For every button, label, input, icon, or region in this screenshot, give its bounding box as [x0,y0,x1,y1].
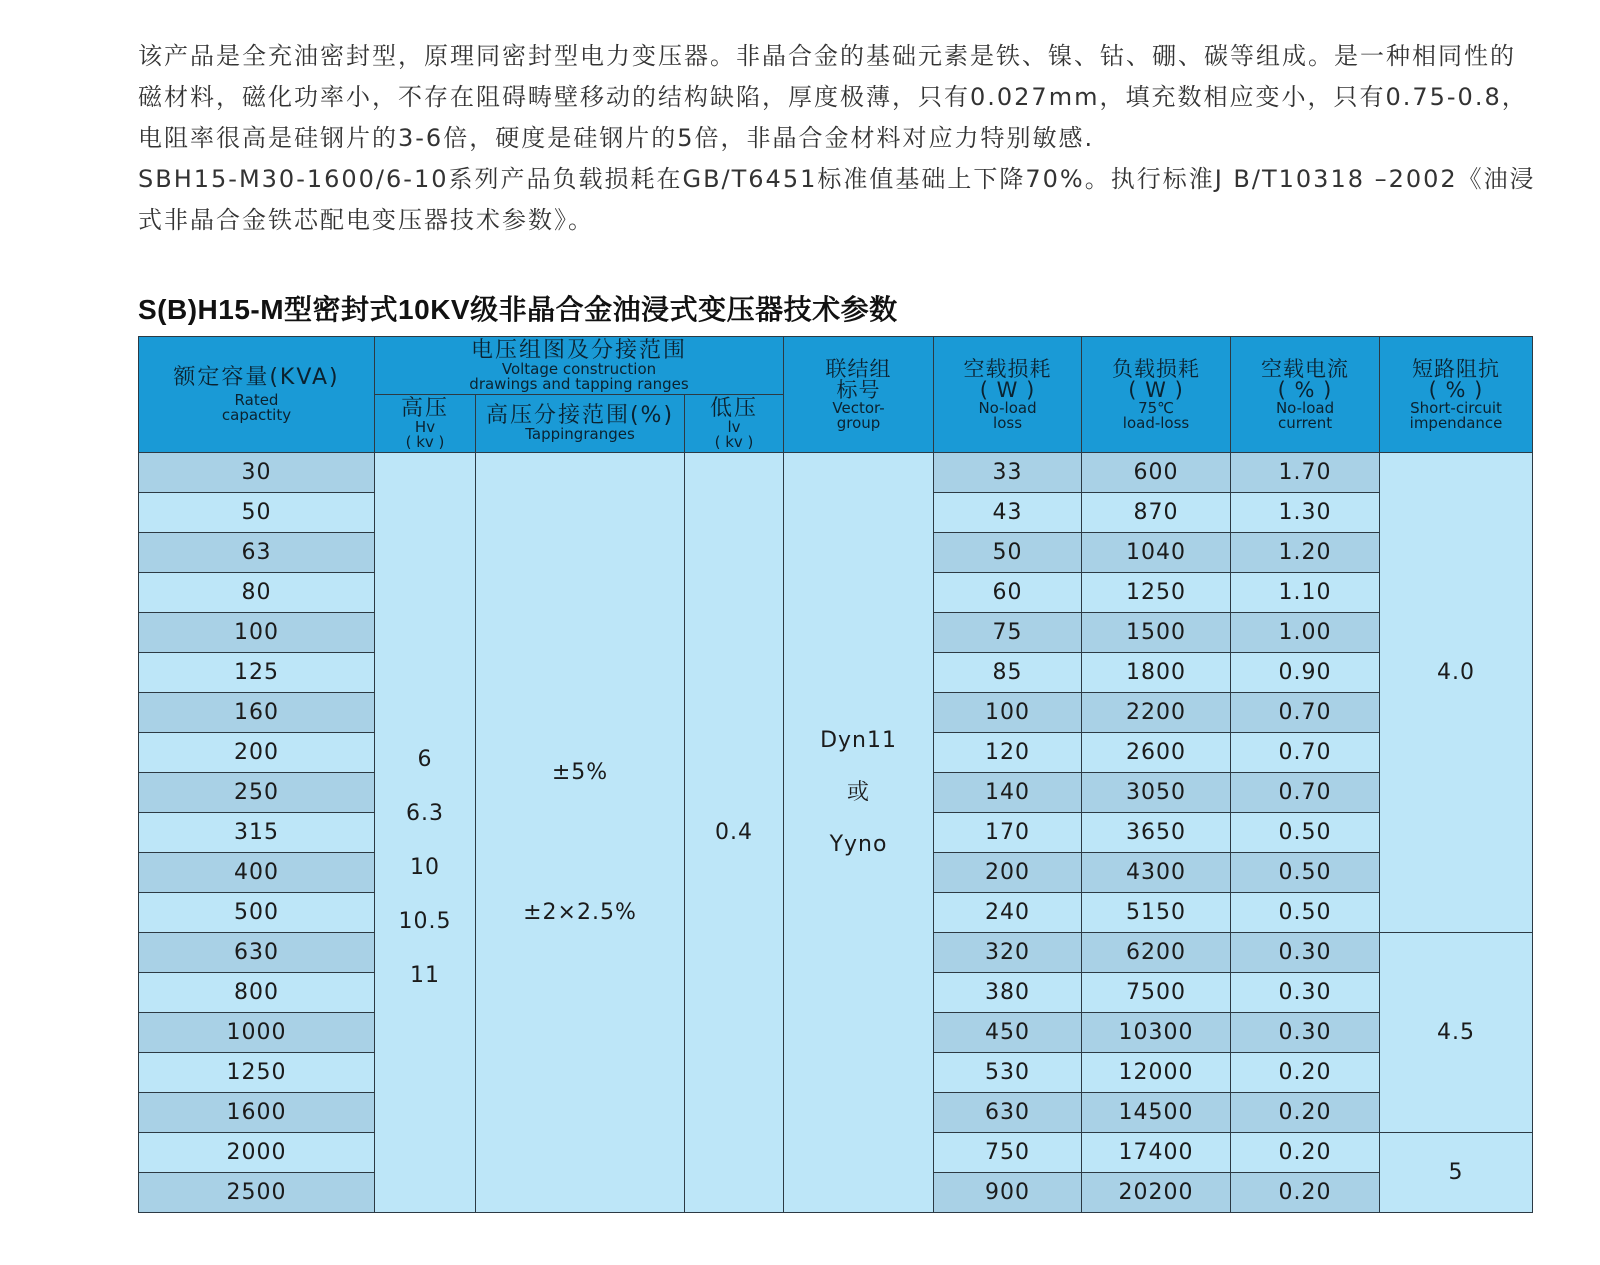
cell-no-load-loss: 380 [934,973,1082,1013]
header-tapping [476,395,685,453]
cell-load-loss: 6200 [1082,933,1231,973]
table-title: S(B)H15-M型密封式10KV级非晶合金油浸式变压器技术参数 [138,294,898,325]
header-nc-zh: 空载电流 [1261,356,1350,381]
table-body [139,453,1533,1213]
header-capacity-zh: 额定容量(KVA) [173,364,340,390]
header-ll-en: load-loss [1122,413,1190,432]
cell-capacity: 2500 [139,1173,375,1213]
cell-no-load-current: 1.20 [1231,533,1380,573]
cell-tapping [476,453,685,1213]
header-lv-unit: ( kv ) [714,432,754,451]
cell-capacity: 800 [139,973,375,1013]
header-sc-zh: 短路阻抗 [1412,356,1501,381]
header-ll-temp: 75℃ [1138,398,1174,417]
header-short-circuit [1380,337,1533,453]
header-lv [685,395,784,453]
cell-no-load-current: 0.70 [1231,733,1380,773]
cell-no-load-loss: 100 [934,693,1082,733]
cell-capacity: 100 [139,613,375,653]
header-voltage [375,337,784,395]
cell-no-load-current: 0.30 [1231,973,1380,1013]
header-ll-unit: ( W ) [1128,377,1184,402]
cell-no-load-current: 0.30 [1231,1013,1380,1053]
cell-no-load-current: 1.00 [1231,613,1380,653]
header-vg-zh2: 标号 [836,377,881,402]
header-nl-en2: loss [993,413,1023,432]
tap-range-1: ±5% [551,759,609,785]
header-capacity-en: Rated capactity [221,390,292,424]
cell-load-loss: 5150 [1082,893,1231,933]
table-row [139,453,1533,493]
cell-no-load-current: 1.10 [1231,573,1380,613]
cell-load-loss: 2200 [1082,693,1231,733]
vector-group-vg2: 或 [847,779,871,805]
header-no-load-loss [934,337,1082,453]
header-nl-zh: 空载损耗 [963,356,1052,381]
spec-table [138,336,1533,1213]
header-tap-en: Tappingranges [525,425,635,443]
cell-capacity: 1600 [139,1093,375,1133]
header-nc-en2: current [1277,413,1333,432]
cell-no-load-loss: 750 [934,1133,1082,1173]
cell-load-loss: 3650 [1082,813,1231,853]
cell-hv-values [375,453,476,1213]
header-ll-zh: 负载损耗 [1112,356,1201,381]
cell-no-load-current: 0.20 [1231,1133,1380,1173]
cell-no-load-current: 0.70 [1231,693,1380,733]
hv-value: 10.5 [398,908,452,934]
cell-no-load-current: 0.90 [1231,653,1380,693]
header-hv-zh: 高压 [400,395,449,421]
hv-value: 11 [410,962,440,988]
cell-no-load-loss: 200 [934,853,1082,893]
intro-paragraph-1: 该产品是全充油密封型，原理同密封型电力变压器。非晶合金的基础元素是铁、镍、钴、硼、碳等组成。是一种相同性的磁材料，磁化功率小，不存在阻碍畴壁移动的结构缺陷，厚度极薄，只有0.027mm，填充数相应变小，只有0.75-0.8，电阻率很高是硅钢片的3-6倍，硬度是硅钢片的5倍，非晶合金材料对应力特别敏感. [138,42,1528,152]
cell-capacity: 630 [139,933,375,973]
header-vector-group [784,337,934,453]
cell-vector-group [784,453,934,1213]
cell-no-load-current: 0.20 [1231,1093,1380,1133]
cell-capacity: 30 [139,453,375,493]
cell-load-loss: 20200 [1082,1173,1231,1213]
cell-lv: 0.4 [685,453,784,1213]
cell-short-circuit: 5 [1380,1133,1533,1213]
cell-load-loss: 2600 [1082,733,1231,773]
cell-load-loss: 14500 [1082,1093,1231,1133]
cell-capacity: 200 [139,733,375,773]
hv-value: 6 [417,746,433,772]
header-capacity [139,337,375,453]
header-vg-en1: Vector- [832,398,885,417]
header-voltage-en2: drawings and tapping ranges [469,374,689,393]
cell-no-load-loss: 240 [934,893,1082,933]
cell-load-loss: 1500 [1082,613,1231,653]
cell-no-load-current: 0.20 [1231,1053,1380,1093]
cell-no-load-current: 0.70 [1231,773,1380,813]
header-nc-unit: ( % ) [1277,377,1333,402]
cell-load-loss: 10300 [1082,1013,1231,1053]
cell-no-load-loss: 85 [934,653,1082,693]
header-vg-zh1: 联结组 [825,356,892,381]
cell-short-circuit: 4.5 [1380,933,1533,1133]
cell-capacity: 160 [139,693,375,733]
cell-load-loss: 7500 [1082,973,1231,1013]
header-sc-en2: impendance [1409,413,1503,432]
tap-range-2: ±2×2.5% [523,899,637,925]
header-nl-en1: No-load [978,398,1037,417]
cell-no-load-loss: 320 [934,933,1082,973]
cell-no-load-current: 1.70 [1231,453,1380,493]
header-hv-unit: ( kv ) [405,432,445,451]
cell-capacity: 1250 [139,1053,375,1093]
cell-capacity: 50 [139,493,375,533]
cell-no-load-current: 0.50 [1231,853,1380,893]
cell-no-load-loss: 630 [934,1093,1082,1133]
cell-no-load-loss: 450 [934,1013,1082,1053]
cell-no-load-current: 0.20 [1231,1173,1380,1213]
cell-no-load-current: 0.50 [1231,893,1380,933]
cell-capacity: 63 [139,533,375,573]
header-lv-zh: 低压 [710,395,759,421]
header-voltage-en1: Voltage construction [501,359,657,378]
cell-no-load-loss: 530 [934,1053,1082,1093]
cell-no-load-current: 0.30 [1231,933,1380,973]
cell-capacity: 1000 [139,1013,375,1053]
vector-group-vg3: Yyno [829,831,888,857]
cell-no-load-loss: 50 [934,533,1082,573]
cell-capacity: 125 [139,653,375,693]
header-load-loss [1082,337,1231,453]
cell-no-load-loss: 43 [934,493,1082,533]
cell-no-load-loss: 120 [934,733,1082,773]
cell-load-loss: 600 [1082,453,1231,493]
cell-no-load-loss: 33 [934,453,1082,493]
cell-no-load-loss: 75 [934,613,1082,653]
cell-capacity: 250 [139,773,375,813]
cell-load-loss: 1040 [1082,533,1231,573]
header-sc-en1: Short-circuit [1410,398,1502,417]
header-nc-en1: No-load [1275,398,1335,417]
cell-capacity: 400 [139,853,375,893]
cell-load-loss: 4300 [1082,853,1231,893]
intro-text [138,36,1538,241]
cell-no-load-loss: 60 [934,573,1082,613]
header-hv-en: Hv [414,417,436,436]
header-hv [375,395,476,453]
cell-no-load-loss: 170 [934,813,1082,853]
hv-value: 6.3 [406,800,444,826]
cell-capacity: 2000 [139,1133,375,1173]
cell-capacity: 500 [139,893,375,933]
cell-load-loss: 870 [1082,493,1231,533]
cell-short-circuit: 4.0 [1380,453,1533,933]
cell-no-load-loss: 900 [934,1173,1082,1213]
header-no-load-current [1231,337,1380,453]
intro-paragraph-2: SBH15-M30-1600/6-10系列产品负载损耗在GB/T6451标准值基础上下降70%。执行标淮J B/T10318 –2002《油浸式非晶合金铁芯配电变压器技术参数》。 [138,165,1536,234]
cell-load-loss: 1250 [1082,573,1231,613]
cell-load-loss: 12000 [1082,1053,1231,1093]
cell-no-load-current: 1.30 [1231,493,1380,533]
cell-load-loss: 3050 [1082,773,1231,813]
header-voltage-zh: 电压组图及分接范围 [471,337,688,363]
header-lv-en: lv [727,417,741,436]
header-nl-unit: ( W ) [979,377,1036,402]
cell-no-load-current: 0.50 [1231,813,1380,853]
header-tap-zh: 高压分接范围(%) [485,403,675,428]
cell-capacity: 80 [139,573,375,613]
cell-capacity: 315 [139,813,375,853]
cell-load-loss: 17400 [1082,1133,1231,1173]
header-sc-unit: ( % ) [1428,377,1484,402]
cell-no-load-loss: 140 [934,773,1082,813]
hv-value: 10 [410,854,440,880]
cell-load-loss: 1800 [1082,653,1231,693]
header-vg-en2: group [836,413,881,432]
vector-group-vg1: Dyn11 [820,727,897,753]
